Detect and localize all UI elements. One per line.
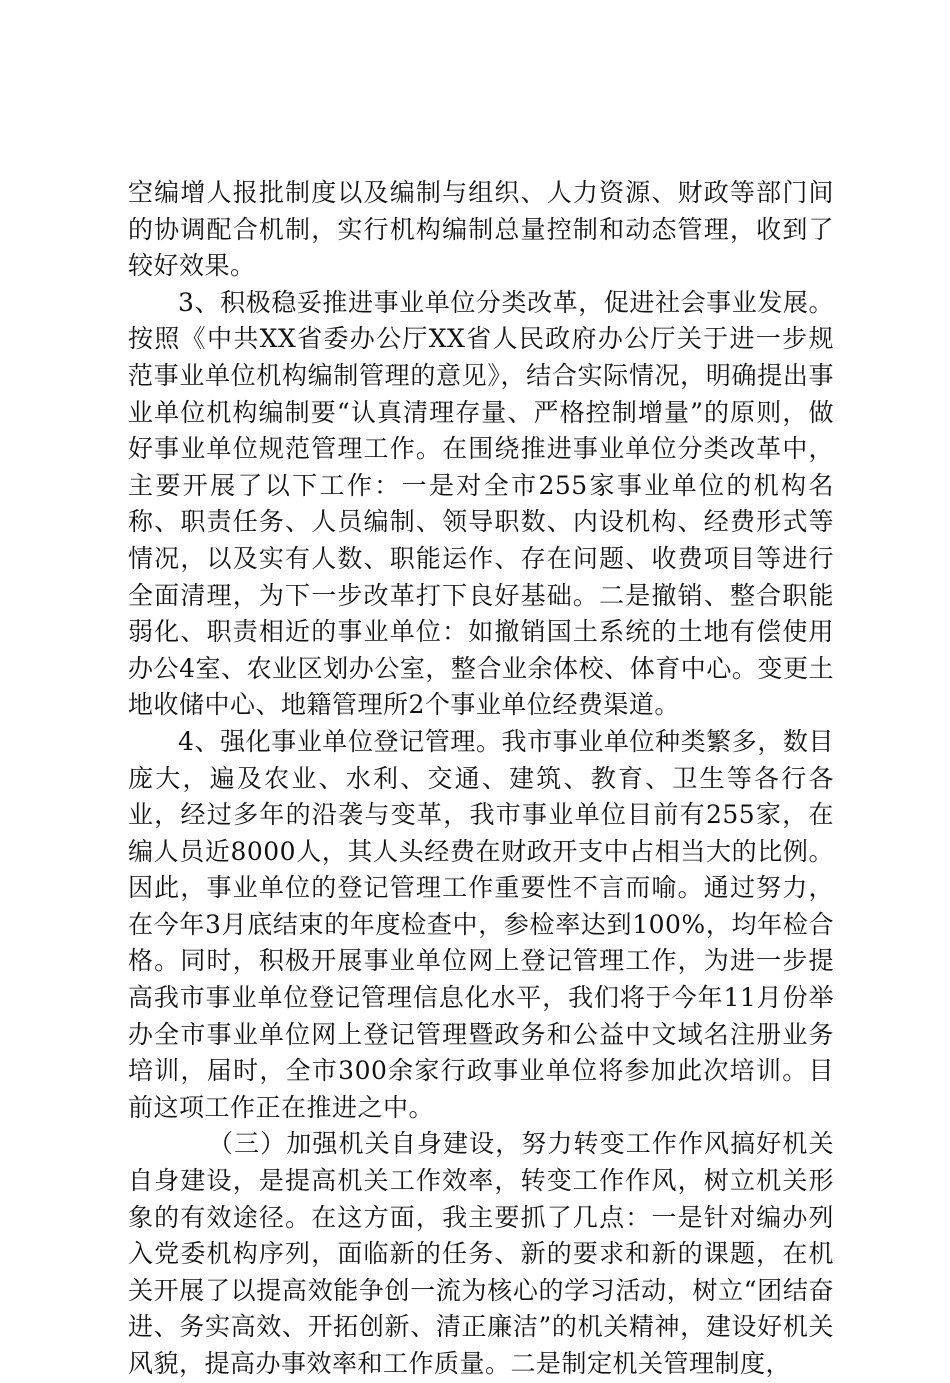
paragraph-item-4: 4、强化事业单位登记管理。我市事业单位种类繁多，数目庞大，遍及农业、水利、交通、建筑、教育、卫生等各行各业，经过多年的沿袭与变革，我市事业单位目前有255家，在编人员近8000人，其人头经费在财政开支中占相当大的比例。因此，事业单位的登记管理工作重要性不言而喻。通过努力，在今年3月底结束的年度检查中，参检率达到100%，均年检合格。同时，积极开展事业单位网上登记管理工作，为进一步提高我市事业单位登记管理信息化水平，我们将于今年11月份举办全市事业单位网上登记管理暨政务和公益中文域名注册业务培训，届时，全市300余家行政事业单位将参加此次培训。目前这项工作正在推进之中。	[128, 726, 834, 1122]
paragraph-section-3-text: （三）加强机关自身建设，努力转变工作作风搞好机关自身建设，是提高机关工作效率，转变工作作风，树立机关形象的有效途径。在这方面，我主要抓了几点：一是针对编办列入党委机构序列，面临新的任务、新的要求和新的课题，在机关开展了以提高效能争创一流为核心的学习活动，树立“团结奋进、务实高效、开拓创新、清正廉洁”的机关精神，建设好机关风貌，提高办事效率和工作质量。二是制定机关管理制度，	[128, 1129, 834, 1378]
paragraph-item-3: 3、积极稳妥推进事业单位分类改革，促进社会事业发展。按照《中共XX省委办公厅XX省人民政府办公厅关于进一步规范事业单位机构编制管理的意见》，结合实际情况，明确提出事业单位机构编制要“认真清理存量、严格控制增量”的原则，做好事业单位规范管理工作。在围绕推进事业单位分类改革中，主要开展了以下工作：一是对全市255家事业单位的机构名称、职责任务、人员编制、领导职数、内设机构、经费形式等情况，以及实有人数、职能运作、存在问题、收费项目等进行全面清理，为下一步改革打下良好基础。二是撤销、整合职能弱化、职责相近的事业单位：如撤销国土系统的土地有偿使用办公4室、农业区划办公室，整合业余体校、体育中心。变更土地收储中心、地籍管理所2个事业单位经费渠道。	[128, 287, 834, 720]
paragraph-section-3	[128, 1126, 834, 1382]
paragraph-continued: 空编增人报批制度以及编制与组织、人力资源、财政等部门间的协调配合机制，实行机构编制总量控制和动态管理，收到了较好效果。	[128, 178, 834, 281]
document-body	[128, 175, 834, 1383]
